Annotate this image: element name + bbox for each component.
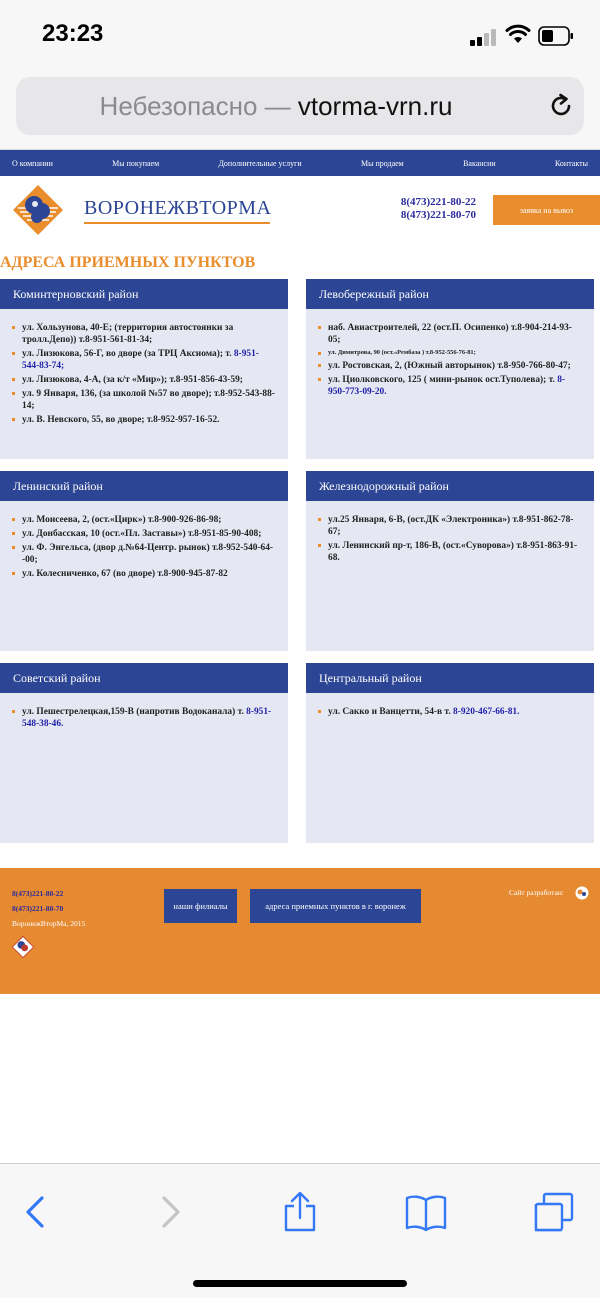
address-item: ул. 9 Января, 136, (за школой №57 во дворе); т.8-952-543-88-14; [12, 388, 276, 412]
back-icon[interactable] [14, 1192, 58, 1232]
site-nav [0, 150, 600, 176]
phone-link[interactable]: 8-951-548-38-46. [22, 707, 272, 729]
address-item: ул. Ф. Энгельса, (двор д.№64-Центр. рынок) т.8-952-540-64--00; [12, 542, 276, 566]
bookmarks-icon[interactable] [404, 1192, 448, 1232]
header-phone-1[interactable]: 8(473)221-80-22 [400, 196, 476, 208]
nav-vacancies[interactable]: Вакансии [463, 158, 496, 168]
signal-icon [470, 28, 498, 46]
header-phone-2[interactable]: 8(473)221-80-70 [400, 209, 476, 221]
address-item: ул. Циолковского, 125 ( мини-рынок ост.Туполева); т. 8-950-773-09-20. [318, 374, 582, 398]
status-bar [0, 0, 600, 72]
address-list [0, 693, 288, 730]
footer-phone-1[interactable]: 8(473)221-80-22 [12, 889, 64, 898]
address-list [306, 501, 594, 564]
address-list [0, 309, 288, 426]
district-card-zheleznodorozhny [306, 471, 594, 651]
address-item: ул.25 Января, 6-В, (ост.ДК «Электроника») т.8-951-862-78-67; [318, 514, 582, 538]
url-security-label: Небезопасно — [99, 91, 298, 121]
tabs-icon[interactable] [532, 1192, 576, 1232]
address-item: ул. Лизюкова, 56-Г, во дворе (за ТРЦ Аксиома); т. 8-951-544-83-74; [12, 348, 276, 372]
address-list [306, 309, 594, 398]
district-card-leninsky [0, 471, 288, 651]
browser-bottom-toolbar [0, 1163, 600, 1298]
share-icon[interactable] [278, 1192, 322, 1232]
nav-contacts[interactable]: Контакты [554, 158, 588, 168]
district-title: Железнодорожный район [306, 471, 594, 501]
browser-toolbar [0, 72, 600, 150]
address-item: ул. Колесниченко, 67 (во дворе) т.8-900-945-87-82 [12, 568, 276, 580]
url-text[interactable] [16, 91, 536, 122]
wifi-icon [505, 24, 531, 44]
battery-icon [538, 26, 574, 46]
address-bar[interactable] [16, 77, 584, 135]
address-item: ул. Сакко и Ванцетти, 54-в т. 8-920-467-66-81. [318, 706, 582, 718]
developer-credit: Сайт разработан: [509, 888, 564, 897]
reload-icon[interactable] [546, 91, 576, 121]
brand-name: ВОРОНЕЖВТОРМА [84, 197, 272, 219]
address-item: наб. Авиастроителей, 22 (ост.П. Осипенко) т.8-904-214-93-05; [318, 322, 582, 346]
nav-we-sell[interactable]: Мы продаем [360, 158, 404, 168]
phone-link[interactable]: 8-950-773-09-20. [328, 375, 565, 397]
company-logo-icon[interactable] [12, 184, 64, 236]
phone-link[interactable]: 8-920-467-66-81. [453, 707, 520, 717]
address-item: ул. Донбасская, 10 (ост.«Пл. Заставы») т.8-951-85-90-408; [12, 528, 276, 540]
district-card-levoberezhny [306, 279, 594, 459]
status-time: 23:23 [42, 20, 104, 47]
address-item: ул. Ленинский пр-т, 186-В, (ост.«Суворова») т.8-951-863-91-68. [318, 540, 582, 564]
district-card-sovetsky [0, 663, 288, 843]
address-item: ул. Димитрова, 90 (ост.«Рембаза ) т.8-952-556-76-81; [318, 348, 582, 358]
address-item: ул. Моисеева, 2, (ост.«Цирк») т.8-900-926-86-98; [12, 514, 276, 526]
district-card-kominternovsky [0, 279, 288, 459]
address-item: ул. Хользунова, 40-Е; (территория автостоянки за тролл.Депо)) т.8-951-561-81-34; [12, 322, 276, 346]
address-item: ул. Лизюкова, 4-А, (за к/т «Мир»); т.8-951-856-43-59; [12, 374, 276, 386]
footer-copyright: ВоронежВторМа, 2015 [12, 919, 86, 928]
address-item: ул. В. Невского, 55, во дворе; т.8-952-957-16-52. [12, 414, 276, 426]
address-item: ул. Ростовская, 2, (Южный авторынок) т.8-950-766-80-47; [318, 360, 582, 372]
district-title: Ленинский район [0, 471, 288, 501]
forward-icon[interactable] [148, 1192, 192, 1232]
district-title: Левобережный район [306, 279, 594, 309]
home-indicator[interactable] [193, 1280, 407, 1287]
district-card-tsentralny [306, 663, 594, 843]
brand-underline [84, 222, 270, 224]
footer-logo-icon [12, 936, 34, 958]
nav-services[interactable]: Дополнительные услуги [218, 158, 302, 168]
reception-points-button[interactable]: адреса приемных пунктов в г. воронеж [250, 889, 421, 923]
district-title: Советский район [0, 663, 288, 693]
address-item: ул. Пешестрелецкая,159-В (напротив Водоканала) т. 8-951-548-38-46. [12, 706, 276, 730]
nav-about[interactable]: О компании [12, 158, 53, 168]
phone-link[interactable]: 8-951-544-83-74; [22, 349, 259, 371]
url-domain: vtorma-vrn.ru [297, 91, 453, 121]
district-title: Коминтерновский район [0, 279, 288, 309]
header-phones [360, 196, 476, 222]
address-list [306, 693, 594, 718]
pickup-request-button[interactable]: заявка на вывоз [493, 195, 600, 225]
nav-we-buy[interactable]: Мы покупаем [112, 158, 160, 168]
developer-logo-icon[interactable] [575, 886, 589, 900]
footer-phone-2[interactable]: 8(473)221-80-70 [12, 904, 64, 913]
address-list [0, 501, 288, 580]
branches-button[interactable]: наши филиалы [164, 889, 237, 923]
page-title: АДРЕСА ПРИЕМНЫХ ПУНКТОВ [0, 254, 256, 271]
site-footer [0, 868, 600, 994]
district-title: Центральный район [306, 663, 594, 693]
